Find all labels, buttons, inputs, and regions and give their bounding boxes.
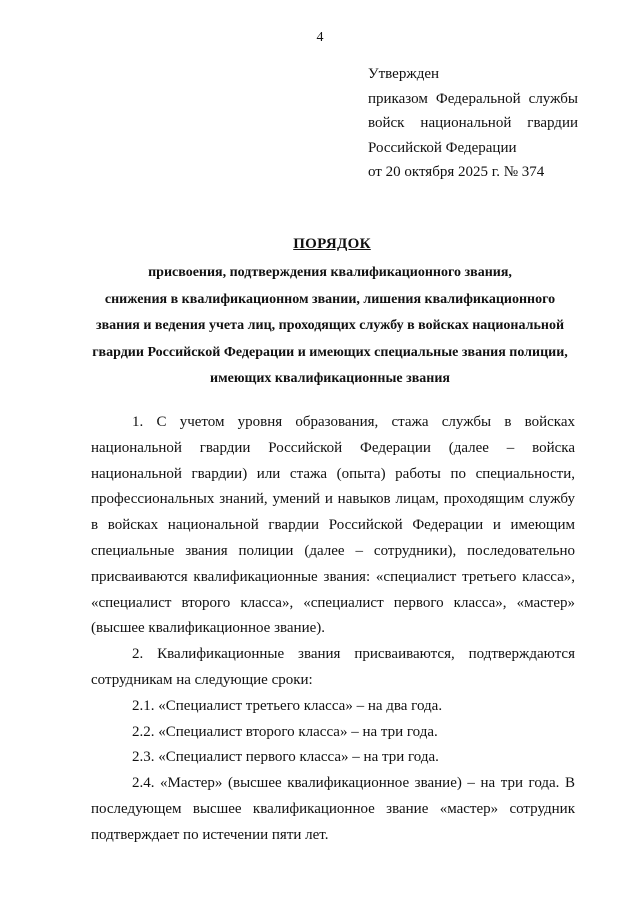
approval-line-2: приказом Федеральной службы xyxy=(368,90,578,107)
paragraph-2-3: 2.3. «Специалист первого класса» – на три года. xyxy=(132,749,439,766)
subtitle-line: звания и ведения учета лиц, проходящих службу в войсках национальной xyxy=(95,318,565,333)
approval-line-5: от 20 октября 2025 г. № 374 xyxy=(368,164,545,180)
subtitle-line: гвардии Российской Федерации и имеющих специальные звания полиции, xyxy=(92,344,568,360)
subtitle-line: присвоения, подтверждения квалификационного звания, xyxy=(148,265,512,280)
document-subtitle xyxy=(76,260,584,393)
page-number: 4 xyxy=(316,30,324,45)
document-title: ПОРЯДОК xyxy=(293,236,371,252)
paragraph-2-2: 2.2. «Специалист второго класса» – на три года. xyxy=(132,723,438,740)
document-body xyxy=(91,410,575,849)
approval-stamp xyxy=(368,62,578,185)
paragraph-2-4: 2.4. «Мастер» (высшее квалификационное звание) – на три года. В последующем высшее квалификационное звание «мастер» сотрудник подтверждает по истечении пяти лет. xyxy=(91,775,575,843)
paragraph-1: 1. С учетом уровня образования, стажа службы в войсках национальной гвардии Российской Федерации (далее – войска национальной гвардии) или стажа (опыта) работы по специальности, профессиональных знаний, умений и навыков лицам, проходящим службу в войсках национальной гвардии Российской Федерации и имеющим специальные звания полиции (далее – сотрудники), последовательно присваиваются квалификационные звания: «специалист третьего класса», «специалист второго класса», «специалист первого класса», «мастер» (высшее квалификационное звание). xyxy=(91,414,575,637)
subtitle-line: снижения в квалификационном звании, лишения квалификационного xyxy=(104,291,556,307)
approval-line-1: Утвержден xyxy=(368,66,440,82)
paragraph-2-1: 2.1. «Специалист третьего класса» – на два года. xyxy=(132,697,443,714)
approval-line-3: войск национальной гвардии xyxy=(368,115,578,131)
paragraph-2: 2. Квалификационные звания присваиваются, подтверждаются сотрудникам на следующие сроки: xyxy=(91,646,575,688)
subtitle-line: имеющих квалификационные звания xyxy=(210,371,450,386)
approval-line-4: Российской Федерации xyxy=(368,139,517,156)
